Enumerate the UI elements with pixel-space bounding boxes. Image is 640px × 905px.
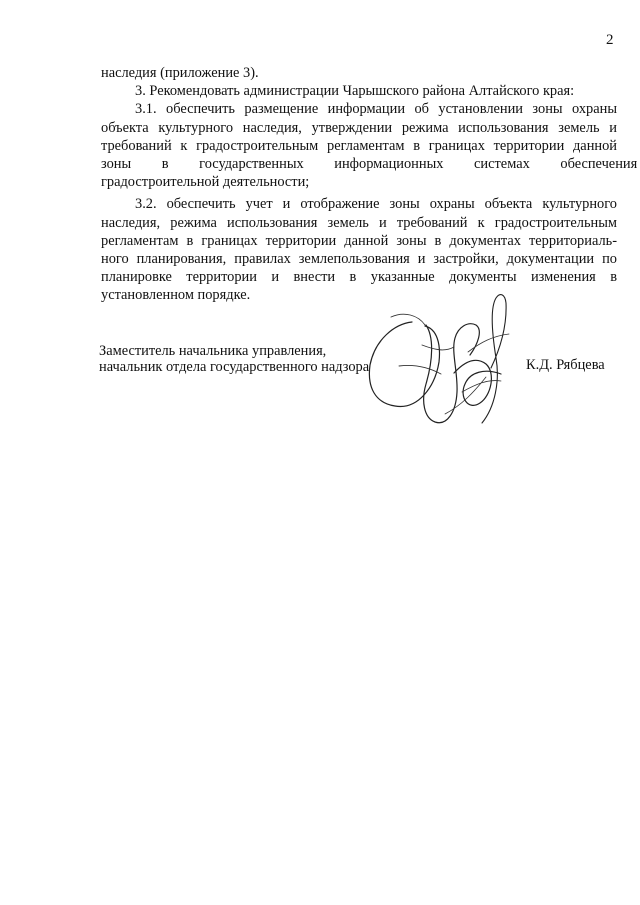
text-line: наследия, режима использования земель и требований к градостроительным: [101, 214, 617, 231]
text-line: требований к градостроительным регламентам в границах территории данной: [101, 137, 617, 154]
text-line: ного планирования, правилах землепользования и застройки, документации по: [101, 251, 617, 268]
signature-stroke: [482, 295, 506, 423]
page-number: 2: [606, 32, 614, 48]
text-line: зоны в государственных информационных системах обеспечения: [101, 156, 638, 173]
text-line: 3.2. обеспечить учет и отображение зоны охраны объекта культурного: [135, 196, 617, 213]
signatory-name: К.Д. Рябцева: [526, 357, 605, 373]
signatory-position-line-1: Заместитель начальника управления,: [99, 343, 327, 359]
text-line: 3.1. обеспечить размещение информации об установлении зоны охраны: [135, 101, 617, 118]
text-line: градостроительной деятельности;: [101, 174, 310, 191]
signature-stroke: [369, 322, 439, 406]
text-line: регламентам в границах территории данной зоны в документах территориаль-: [101, 232, 617, 249]
text-line: объекта культурного наследия, утверждении режима использования земель и: [101, 119, 617, 136]
text-line: планировке территории и внести в указанные документы изменения в: [101, 269, 617, 286]
signatory-position-line-2: начальник отдела государственного надзора: [99, 359, 370, 375]
text-line: наследия (приложение 3).: [101, 65, 259, 81]
handwritten-signature: [350, 286, 530, 436]
text-line: 3. Рекомендовать администрации Чарышского района Алтайского края:: [135, 83, 575, 100]
text-line: установленном порядке.: [101, 287, 251, 304]
document-body: [101, 64, 638, 305]
signature-stroke: [391, 314, 454, 374]
signature-stroke: [424, 324, 480, 423]
